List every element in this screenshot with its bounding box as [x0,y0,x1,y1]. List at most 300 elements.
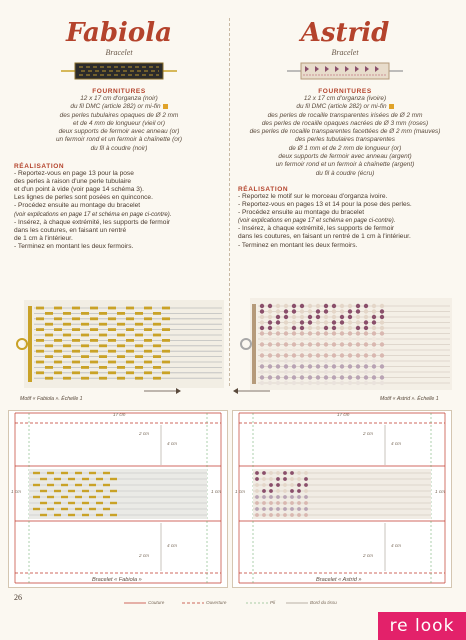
tube-bead [103,484,110,486]
tube-bead [108,350,116,353]
relook-watermark-logo: re look [378,612,466,640]
seed-bead [332,375,336,379]
tube-bead [72,350,80,353]
seed-bead [268,364,272,368]
fabiola-supplies [14,88,224,153]
seed-bead [268,353,272,357]
tube-bead [45,355,53,358]
tube-bead [45,344,53,347]
step-line: - Reportez le motif sur le morceau d'organza ivoire. [238,192,388,200]
seed-bead [324,331,328,335]
tube-bead [61,484,68,486]
seed-bead [297,477,301,481]
seed-bead [269,495,273,499]
seed-bead [292,348,296,352]
tube-bead [90,350,98,353]
seed-bead [324,304,328,308]
seed-bead [276,331,280,335]
tube-bead [126,317,134,320]
astrid-column [238,18,452,250]
tube-bead [54,339,62,342]
seed-bead [372,337,376,341]
tube-bead [36,350,44,353]
seed-bead [372,375,376,379]
supply-line: des perles de rocaille transparentes irisées de Ø 2 mm [267,111,423,119]
seed-bead [332,304,336,308]
seed-bead [268,320,272,324]
astrid-bracelet-photo [285,60,405,82]
seed-bead [255,501,259,505]
dim-height-top: 2 cm [363,431,373,436]
seed-bead [348,326,352,330]
tube-bead [153,366,161,369]
seed-bead [304,513,308,517]
supply-line: des perles de rocaille transparentes facettées de Ø 2 mm (mauves) [249,128,441,136]
seed-bead [356,315,360,319]
seed-bead [255,513,259,517]
seed-bead [356,381,360,385]
tube-bead [90,371,98,374]
seed-bead [308,320,312,324]
seed-bead [284,337,288,341]
tube-bead [75,508,82,510]
seed-bead [284,320,288,324]
tube-bead [45,334,53,337]
seed-bead [340,320,344,324]
seed-bead [255,489,259,493]
seed-bead [364,315,368,319]
gold-swatch-icon [163,104,168,109]
fabiola-diagram-caption: Bracelet « Fabiola » [92,577,142,583]
tube-bead [72,317,80,320]
seed-bead [364,375,368,379]
tube-bead [81,334,89,337]
step-line: dans les coutures, en faisant un rentré [14,226,127,234]
tube-bead [72,307,80,310]
tube-bead [36,361,44,364]
tube-bead [54,371,62,374]
tube-bead [54,317,62,320]
tube-bead [135,312,143,315]
seed-bead [269,489,273,493]
seed-bead [380,331,384,335]
tube-bead [75,484,82,486]
seed-bead [356,370,360,374]
seed-bead [340,315,344,319]
seed-bead [380,375,384,379]
tube-bead [126,339,134,342]
supply-line: du fil à coudre (écru) [315,169,375,177]
seed-bead [308,304,312,308]
seed-bead [268,370,272,374]
page-number: 26 [14,593,22,602]
tube-bead [162,307,170,310]
tube-bead [96,502,103,504]
seed-bead [332,320,336,324]
seed-bead [269,477,273,481]
seed-bead [340,348,344,352]
seed-bead [304,483,308,487]
seed-bead [292,364,296,368]
seed-bead [290,513,294,517]
seed-bead [283,489,287,493]
tube-bead [144,350,152,353]
tube-bead [54,361,62,364]
seed-bead [364,326,368,330]
seed-bead [316,381,320,385]
fabiola-assembly-diagram [8,410,228,588]
seed-bead [332,359,336,363]
tube-bead [89,508,96,510]
seed-bead [284,364,288,368]
seed-bead [356,320,360,324]
seed-bead [292,309,296,313]
tube-bead [117,312,125,315]
seed-bead [380,315,384,319]
seed-bead [255,483,259,487]
tube-bead [33,496,40,498]
seed-bead [284,370,288,374]
seed-bead [372,348,376,352]
tube-bead [96,478,103,480]
seed-bead [324,342,328,346]
dim-height-mid: 4 cm [167,441,177,446]
tube-bead [126,350,134,353]
tube-bead [61,496,68,498]
seed-bead [316,342,320,346]
supply-line: deux supports de fermoir avec anneau (argent) [278,153,412,161]
tube-bead [68,490,75,492]
seed-bead [283,471,287,475]
seed-bead [276,326,280,330]
seed-bead [332,309,336,313]
tube-bead [40,478,47,480]
seed-bead [284,381,288,385]
seed-bead [380,353,384,357]
seed-bead [340,364,344,368]
seed-bead [300,337,304,341]
seed-bead [276,471,280,475]
tube-bead [162,339,170,342]
seed-bead [364,304,368,308]
seed-bead [372,353,376,357]
supply-line: et de 4 mm de longueur (vieil or) [73,119,165,127]
tube-bead [135,366,143,369]
step-line: - Reportez-vous en page 13 pour la pose [14,170,134,178]
seed-bead [292,359,296,363]
seed-bead [269,513,273,517]
seed-bead [297,489,301,493]
seed-bead [260,348,264,352]
seed-bead [364,309,368,313]
seed-bead [276,513,280,517]
tube-bead [90,307,98,310]
fabiola-motif-illustration [16,296,226,392]
astrid-motif-illustration [240,294,452,394]
seed-bead [308,348,312,352]
tube-bead [117,355,125,358]
supply-line: des perles de rocaille opaques nacrées de Ø 3 mm (roses) [261,119,429,127]
seed-bead [262,489,266,493]
tube-bead [108,339,116,342]
seed-bead [300,353,304,357]
dim-height-top: 2 cm [139,431,149,436]
seed-bead [364,337,368,341]
seed-bead [262,471,266,475]
seed-bead [340,331,344,335]
seed-bead [348,304,352,308]
tube-bead [103,496,110,498]
seed-bead [380,309,384,313]
tube-bead [82,514,89,516]
tube-bead [96,514,103,516]
tube-bead [162,317,170,320]
tube-bead [103,472,110,474]
seed-bead [324,315,328,319]
seed-bead [260,315,264,319]
seed-bead [262,501,266,505]
seed-bead [255,495,259,499]
seed-bead [292,304,296,308]
seed-bead [372,309,376,313]
dim-side: 1 cm [435,489,445,494]
seed-bead [276,483,280,487]
seed-bead [324,381,328,385]
seed-bead [340,381,344,385]
seed-bead [380,370,384,374]
seed-bead [276,342,280,346]
tube-bead [47,508,54,510]
tube-bead [135,344,143,347]
seed-bead [300,342,304,346]
seed-bead [340,304,344,308]
arrow-icon [232,385,272,397]
tube-bead [36,317,44,320]
seed-bead [300,320,304,324]
supply-line: du fil à coudre (noir) [90,144,148,152]
seed-bead [348,370,352,374]
seed-bead [308,315,312,319]
supply-line: deux supports de fermoir avec anneau (or) [58,128,180,136]
astrid-steps [238,186,452,250]
seed-bead [268,331,272,335]
seed-bead [269,507,273,511]
seed-bead [348,309,352,313]
seed-bead [290,507,294,511]
dim-height-mid: 4 cm [391,543,401,548]
fabiola-title: Fabiola [65,18,172,48]
tube-bead [72,371,80,374]
seed-bead [348,337,352,341]
astrid-steps-heading: RÉALISATION [238,185,289,193]
seed-bead [364,381,368,385]
seed-bead [268,342,272,346]
seed-bead [364,364,368,368]
seed-bead [356,337,360,341]
tube-bead [54,328,62,331]
arrow-icon [142,385,182,397]
tube-bead [63,344,71,347]
dim-side: 1 cm [11,489,21,494]
seed-bead [292,326,296,330]
seed-bead [308,370,312,374]
seed-bead [304,471,308,475]
fabiola-steps-heading: RÉALISATION [14,163,65,171]
tube-bead [126,328,134,331]
step-line: (voir explications en page 17 et schéma en page ci-contre). [14,211,172,218]
seed-bead [340,370,344,374]
tube-bead [36,371,44,374]
supply-line: des perles tubulaires transparentes [295,136,395,144]
seed-bead [380,348,384,352]
seed-bead [348,381,352,385]
astrid-diagram-caption: Bracelet « Astrid » [316,577,362,583]
seed-bead [332,364,336,368]
seed-bead [284,315,288,319]
tube-bead [63,323,71,326]
seed-bead [340,309,344,313]
legend-bord: Bord du tissu [310,600,337,605]
seed-bead [276,501,280,505]
tube-bead [68,514,75,516]
seed-bead [348,342,352,346]
seed-bead [292,342,296,346]
astrid-assembly-diagram [232,410,452,588]
seed-bead [372,364,376,368]
seed-bead [300,359,304,363]
step-line: des perles à raison d'une perle tubulaire [14,178,132,186]
tube-bead [63,355,71,358]
seed-bead [356,342,360,346]
seed-bead [372,381,376,385]
seed-bead [292,315,296,319]
seed-bead [380,364,384,368]
seed-bead [316,326,320,330]
seed-bead [372,304,376,308]
seed-bead [276,477,280,481]
seed-bead [364,348,368,352]
seed-bead [380,342,384,346]
tube-bead [81,355,89,358]
seed-bead [260,364,264,368]
seed-bead [297,513,301,517]
seed-bead [292,320,296,324]
fabiola-column [14,18,224,251]
tube-bead [45,312,53,315]
seed-bead [308,364,312,368]
tube-bead [117,377,125,380]
step-line: - Reportez-vous en pages 13 et 14 pour la pose des perles. [238,201,412,209]
tube-bead [54,350,62,353]
tube-bead [144,339,152,342]
seed-bead [255,471,259,475]
tube-bead [153,312,161,315]
seed-bead [284,353,288,357]
tube-bead [99,334,107,337]
seed-bead [332,353,336,357]
tube-bead [96,490,103,492]
seed-bead [372,370,376,374]
tube-bead [33,508,40,510]
tube-bead [45,323,53,326]
step-line: - Procédez ensuite au montage du bracelet [14,202,141,210]
step-line: - Terminez en montant les deux fermoirs. [14,242,134,250]
seed-bead [356,331,360,335]
seed-bead [356,375,360,379]
seed-bead [276,364,280,368]
seed-bead [300,326,304,330]
seed-bead [284,342,288,346]
tube-bead [135,334,143,337]
tube-bead [126,371,134,374]
tube-bead [47,496,54,498]
seed-bead [308,342,312,346]
tube-bead [117,366,125,369]
seed-bead [276,315,280,319]
seed-bead [308,326,312,330]
seed-bead [316,309,320,313]
dim-side: 1 cm [235,489,245,494]
supply-line: du fil DMC (article 282) or mi-fin [14,103,224,111]
seed-bead [380,320,384,324]
tube-bead [144,317,152,320]
seed-bead [308,309,312,313]
seed-bead [316,315,320,319]
seed-bead [364,342,368,346]
dim-height-mid: 4 cm [391,441,401,446]
seed-bead [332,342,336,346]
seed-bead [260,337,264,341]
legend-ouverture: Ouverture [206,600,227,605]
seed-bead [268,315,272,319]
seed-bead [260,359,264,363]
seed-bead [268,348,272,352]
tube-bead [63,334,71,337]
tube-bead [36,328,44,331]
seed-bead [380,359,384,363]
step-line: - Insérez, à chaque extrémité, les supports de fermoir [238,225,395,233]
tube-bead [72,361,80,364]
seed-bead [276,353,280,357]
seed-bead [290,495,294,499]
seed-bead [268,309,272,313]
supply-line: un fermoir rond et un fermoir à chaînette (or) [55,136,183,144]
seed-bead [290,501,294,505]
tube-bead [81,344,89,347]
seed-bead [276,337,280,341]
seed-bead [260,370,264,374]
seed-bead [276,507,280,511]
tube-bead [110,490,117,492]
tube-bead [54,502,61,504]
tube-bead [82,490,89,492]
seed-bead [284,348,288,352]
seed-bead [283,495,287,499]
tube-bead [108,317,116,320]
step-line: - Procédez ensuite au montage du bracelet [238,209,365,217]
step-line: de 1 cm à l'intérieur. [14,234,73,242]
tube-bead [162,328,170,331]
tube-bead [63,312,71,315]
seed-bead [290,477,294,481]
tube-bead [89,484,96,486]
seed-bead [308,353,312,357]
seed-bead [292,381,296,385]
tube-bead [90,361,98,364]
seed-bead [297,495,301,499]
fabiola-motif-caption: Motif « Fabiola ». Échelle 1 [20,396,83,402]
seed-bead [300,309,304,313]
